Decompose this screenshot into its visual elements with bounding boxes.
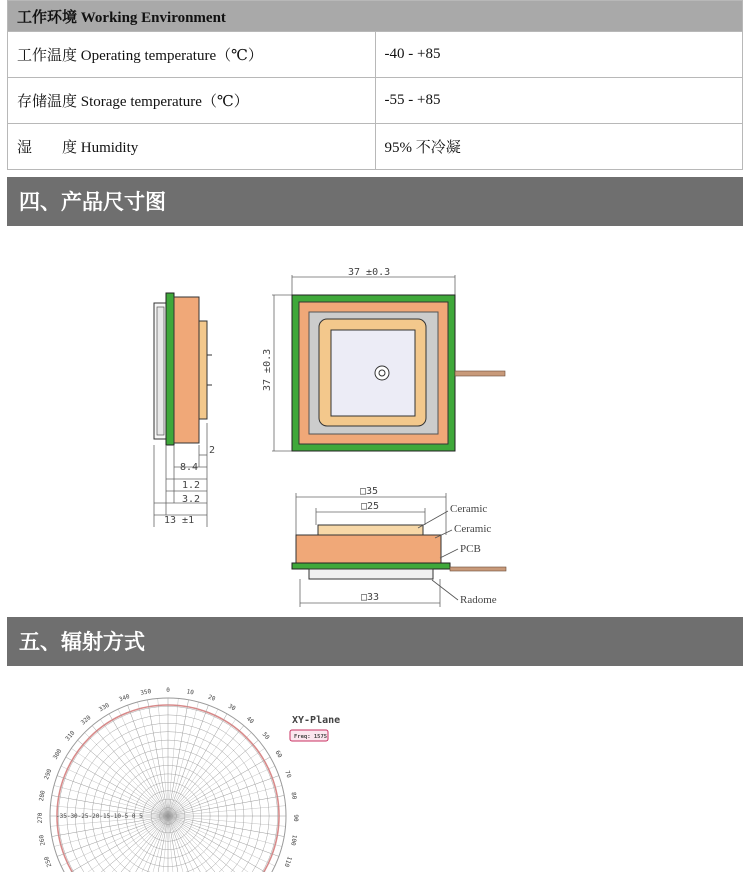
grid-spoke: [168, 766, 275, 816]
angle-label: 250: [43, 855, 54, 868]
angle-label: 260: [38, 834, 47, 847]
table-header: 工作环境 Working Environment: [8, 1, 743, 32]
section-header-dimensions: 四、产品尺寸图: [7, 177, 743, 226]
angle-label: 0: [166, 687, 170, 694]
angle-label: 20: [207, 693, 217, 703]
grid-spoke: [168, 816, 282, 847]
callout-label: Radome: [460, 594, 497, 606]
angle-label: 340: [118, 693, 131, 704]
dim-label: 13 ±1: [164, 515, 195, 526]
grid-spoke: [118, 709, 168, 816]
grid-spoke: [85, 816, 168, 872]
dim-label: 8.4: [180, 462, 199, 473]
angle-label: 80: [289, 791, 298, 801]
row-label: 存储温度 Storage temperature（℃）: [8, 78, 376, 124]
table-row: [8, 32, 743, 78]
grid-spoke: [61, 766, 168, 816]
grid-spoke: [61, 816, 168, 866]
callout-label: Ceramic: [450, 503, 488, 515]
callout-label: Ceramic: [454, 523, 492, 535]
callout-label: PCB: [460, 543, 481, 555]
grid-spoke: [168, 816, 244, 872]
table-row: [8, 78, 743, 124]
angle-label: 110: [282, 855, 293, 868]
top-view: [272, 275, 505, 451]
row-label: 工作温度 Operating temperature（℃）: [8, 32, 376, 78]
grid-spoke: [168, 702, 199, 816]
polar-grid: [37, 687, 299, 872]
dim-label: 3.2: [182, 494, 201, 505]
dim-label: □35: [360, 486, 379, 497]
grid-spoke: [66, 816, 168, 872]
angle-label: 290: [43, 768, 54, 781]
grid-spoke: [54, 786, 168, 817]
section-header-radiation: 五、辐射方式: [7, 617, 743, 666]
dim-label-height: 37 ±0.3: [262, 348, 273, 391]
row-value: -55 - +85: [375, 78, 743, 124]
grid-spoke: [168, 786, 282, 817]
radial-scale-label: -35-30-25-20-15-10-5 0 5: [56, 813, 143, 820]
dim-label: 1.2: [182, 480, 201, 491]
grid-spoke: [54, 816, 168, 847]
angle-label: 50: [260, 731, 271, 742]
angle-label: 60: [273, 749, 284, 760]
dim-label: □25: [361, 501, 380, 512]
row-value: 95% 不冷凝: [375, 124, 743, 170]
grid-spoke: [168, 816, 251, 872]
grid-spoke: [168, 816, 227, 872]
freq-badge-text: Freq: 1575: [294, 734, 328, 740]
row-label: 湿 度 Humidity: [8, 124, 376, 170]
grid-spoke: [168, 709, 218, 816]
table-row: [8, 124, 743, 170]
angle-label: 70: [283, 769, 293, 779]
angle-label: 30: [226, 702, 237, 713]
dim-label-width: 37 ±0.3: [348, 267, 391, 278]
grid-spoke: [109, 816, 168, 872]
angle-label: 330: [97, 701, 111, 714]
grid-spoke: [138, 702, 169, 816]
grid-spoke: [168, 816, 275, 866]
angle-label: 270: [37, 812, 44, 824]
working-environment-table: [7, 0, 743, 170]
side-view: [154, 293, 212, 445]
angle-label: 320: [79, 714, 93, 727]
grid-spoke: [92, 816, 168, 872]
grid-spoke: [168, 816, 270, 872]
dimension-drawing: [0, 225, 750, 617]
plane-label: XY-Plane: [292, 715, 341, 726]
angle-label: 280: [38, 789, 47, 802]
angle-label: 90: [292, 814, 299, 822]
table-header-row: [8, 1, 743, 32]
radiation-pattern: [0, 666, 750, 872]
dim-label: 2: [209, 445, 216, 456]
angle-label: 100: [289, 834, 298, 847]
row-value: -40 - +85: [375, 32, 743, 78]
angle-label: 40: [244, 715, 255, 726]
angle-label: 10: [185, 688, 195, 697]
angle-label: 300: [51, 747, 64, 761]
angle-label: 350: [139, 688, 152, 697]
dim-label: □33: [361, 592, 380, 603]
angle-label: 310: [64, 729, 77, 743]
